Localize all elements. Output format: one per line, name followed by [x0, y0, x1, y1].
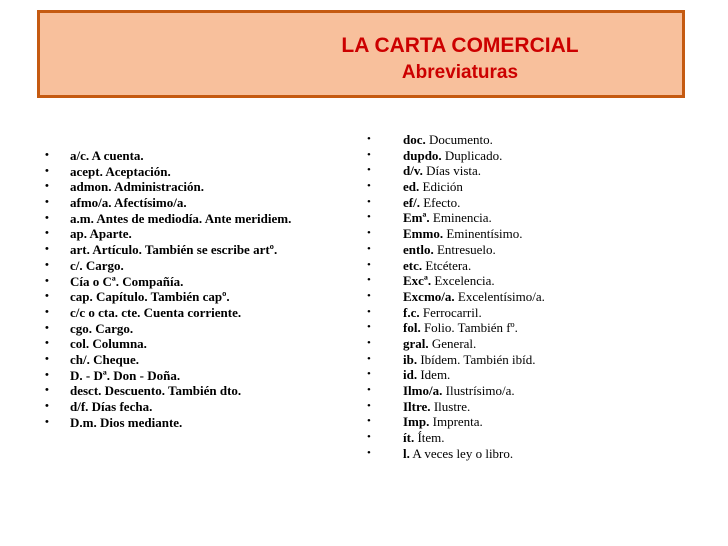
- list-item: [367, 336, 545, 352]
- list-item: [367, 210, 545, 226]
- list-item: [367, 414, 545, 430]
- abbreviation: Excmo/a.: [403, 288, 455, 304]
- list-item: [367, 258, 545, 274]
- abbreviation-meaning: Eminentísimo.: [443, 226, 523, 242]
- list-item: [367, 367, 545, 383]
- list-item: [367, 320, 545, 336]
- abbreviation: id.: [403, 367, 418, 383]
- abbreviation-list-right: [367, 132, 545, 461]
- abbreviation-meaning: A veces ley o libro.: [409, 445, 514, 461]
- list-item: • c/c o cta. cte. Cuenta corriente.: [45, 305, 291, 321]
- abbreviation-meaning: Días vista.: [422, 163, 482, 179]
- list-item: • D. - Dª. Don - Doña.: [45, 368, 291, 384]
- abbreviation-meaning: Documento.: [425, 132, 493, 147]
- abbreviation-meaning: Ferrocarril.: [419, 304, 482, 320]
- list-item: [367, 226, 545, 242]
- abbreviation: Emª.: [403, 210, 430, 226]
- list-item: [367, 305, 545, 321]
- abbreviation: d/v.: [403, 163, 423, 179]
- abbreviation: ed.: [403, 179, 420, 195]
- list-item: • c/. Cargo.: [45, 258, 291, 274]
- list-item: • a/c. A cuenta.: [45, 148, 291, 164]
- abbreviation: f.c.: [403, 304, 420, 320]
- list-item: [367, 179, 545, 195]
- abbreviation: gral.: [403, 335, 429, 351]
- abbreviation: Ilmo/a.: [403, 383, 443, 398]
- abbreviation-list-left: [45, 148, 291, 430]
- abbreviation-meaning: Idem.: [417, 367, 451, 383]
- list-item: [367, 242, 545, 258]
- abbreviation-meaning: Eminencia.: [429, 210, 492, 226]
- list-item: [367, 289, 545, 305]
- list-item: • cap. Capítulo. También capº.: [45, 289, 291, 305]
- abbreviation-meaning: Edición: [419, 179, 463, 195]
- list-item: • acept. Aceptación.: [45, 164, 291, 180]
- list-item: [367, 132, 545, 148]
- abbreviation: Imp.: [403, 414, 430, 430]
- abbreviation: ef/.: [403, 194, 420, 210]
- abbreviation-meaning: Folio. También fº.: [420, 320, 518, 336]
- abbreviation-meaning: General.: [428, 335, 477, 351]
- list-item: [367, 399, 545, 415]
- list-item: [367, 273, 545, 289]
- list-item: [367, 383, 545, 399]
- list-item: • d/f. Días fecha.: [45, 399, 291, 415]
- list-item: • a.m. Antes de mediodía. Ante meridiem.: [45, 211, 291, 227]
- list-item: • desct. Descuento. También dto.: [45, 383, 291, 399]
- abbreviation-meaning: Efecto.: [419, 194, 461, 210]
- list-item: • art. Artículo. También se escribe artº.: [45, 242, 291, 258]
- abbreviation-meaning: Excelencia.: [431, 273, 495, 289]
- abbreviation: fol.: [403, 320, 421, 336]
- list-item: • ch/. Cheque.: [45, 352, 291, 368]
- abbreviation: ít.: [403, 430, 415, 446]
- abbreviation-meaning: Etcétera.: [422, 257, 472, 273]
- page-subtitle: Abreviaturas: [401, 62, 519, 83]
- list-item: • D.m. Dios mediante.: [45, 415, 291, 431]
- abbreviation: ib.: [403, 351, 418, 367]
- list-item: • col. Columna.: [45, 336, 291, 352]
- abbreviation: Iltre.: [403, 398, 431, 414]
- abbreviation: Excª.: [403, 273, 432, 289]
- abbreviation-meaning: Duplicado.: [441, 147, 503, 163]
- abbreviation: entlo.: [403, 241, 434, 257]
- page-title: LA CARTA COMERCIAL: [341, 34, 579, 57]
- abbreviation: l.: [403, 445, 410, 461]
- abbreviation: dupdo.: [403, 147, 442, 163]
- list-item: [367, 352, 545, 368]
- list-item: • afmo/a. Afectísimo/a.: [45, 195, 291, 211]
- list-item: • Cía o Cª. Compañía.: [45, 274, 291, 290]
- abbreviation: Emmo.: [403, 226, 444, 242]
- list-item: • ap. Aparte.: [45, 226, 291, 242]
- abbreviation-meaning: Ítem.: [414, 430, 445, 446]
- list-item: • cgo. Cargo.: [45, 321, 291, 337]
- abbreviation-meaning: Ilustrísimo/a.: [442, 383, 515, 398]
- list-item: • admon. Administración.: [45, 179, 291, 195]
- title-box: [37, 10, 685, 98]
- abbreviation-meaning: Entresuelo.: [433, 241, 496, 257]
- list-item: [367, 148, 545, 164]
- list-item: [367, 163, 545, 179]
- list-item: [367, 430, 545, 446]
- abbreviation-meaning: Imprenta.: [429, 414, 483, 430]
- abbreviation-meaning: Excelentísimo/a.: [454, 288, 545, 304]
- abbreviation: etc.: [403, 257, 423, 273]
- list-item: [367, 195, 545, 211]
- abbreviation-meaning: Ilustre.: [430, 398, 471, 414]
- list-item: [367, 446, 545, 462]
- abbreviation-meaning: Ibídem. También ibíd.: [417, 351, 536, 367]
- abbreviation: doc.: [403, 132, 426, 147]
